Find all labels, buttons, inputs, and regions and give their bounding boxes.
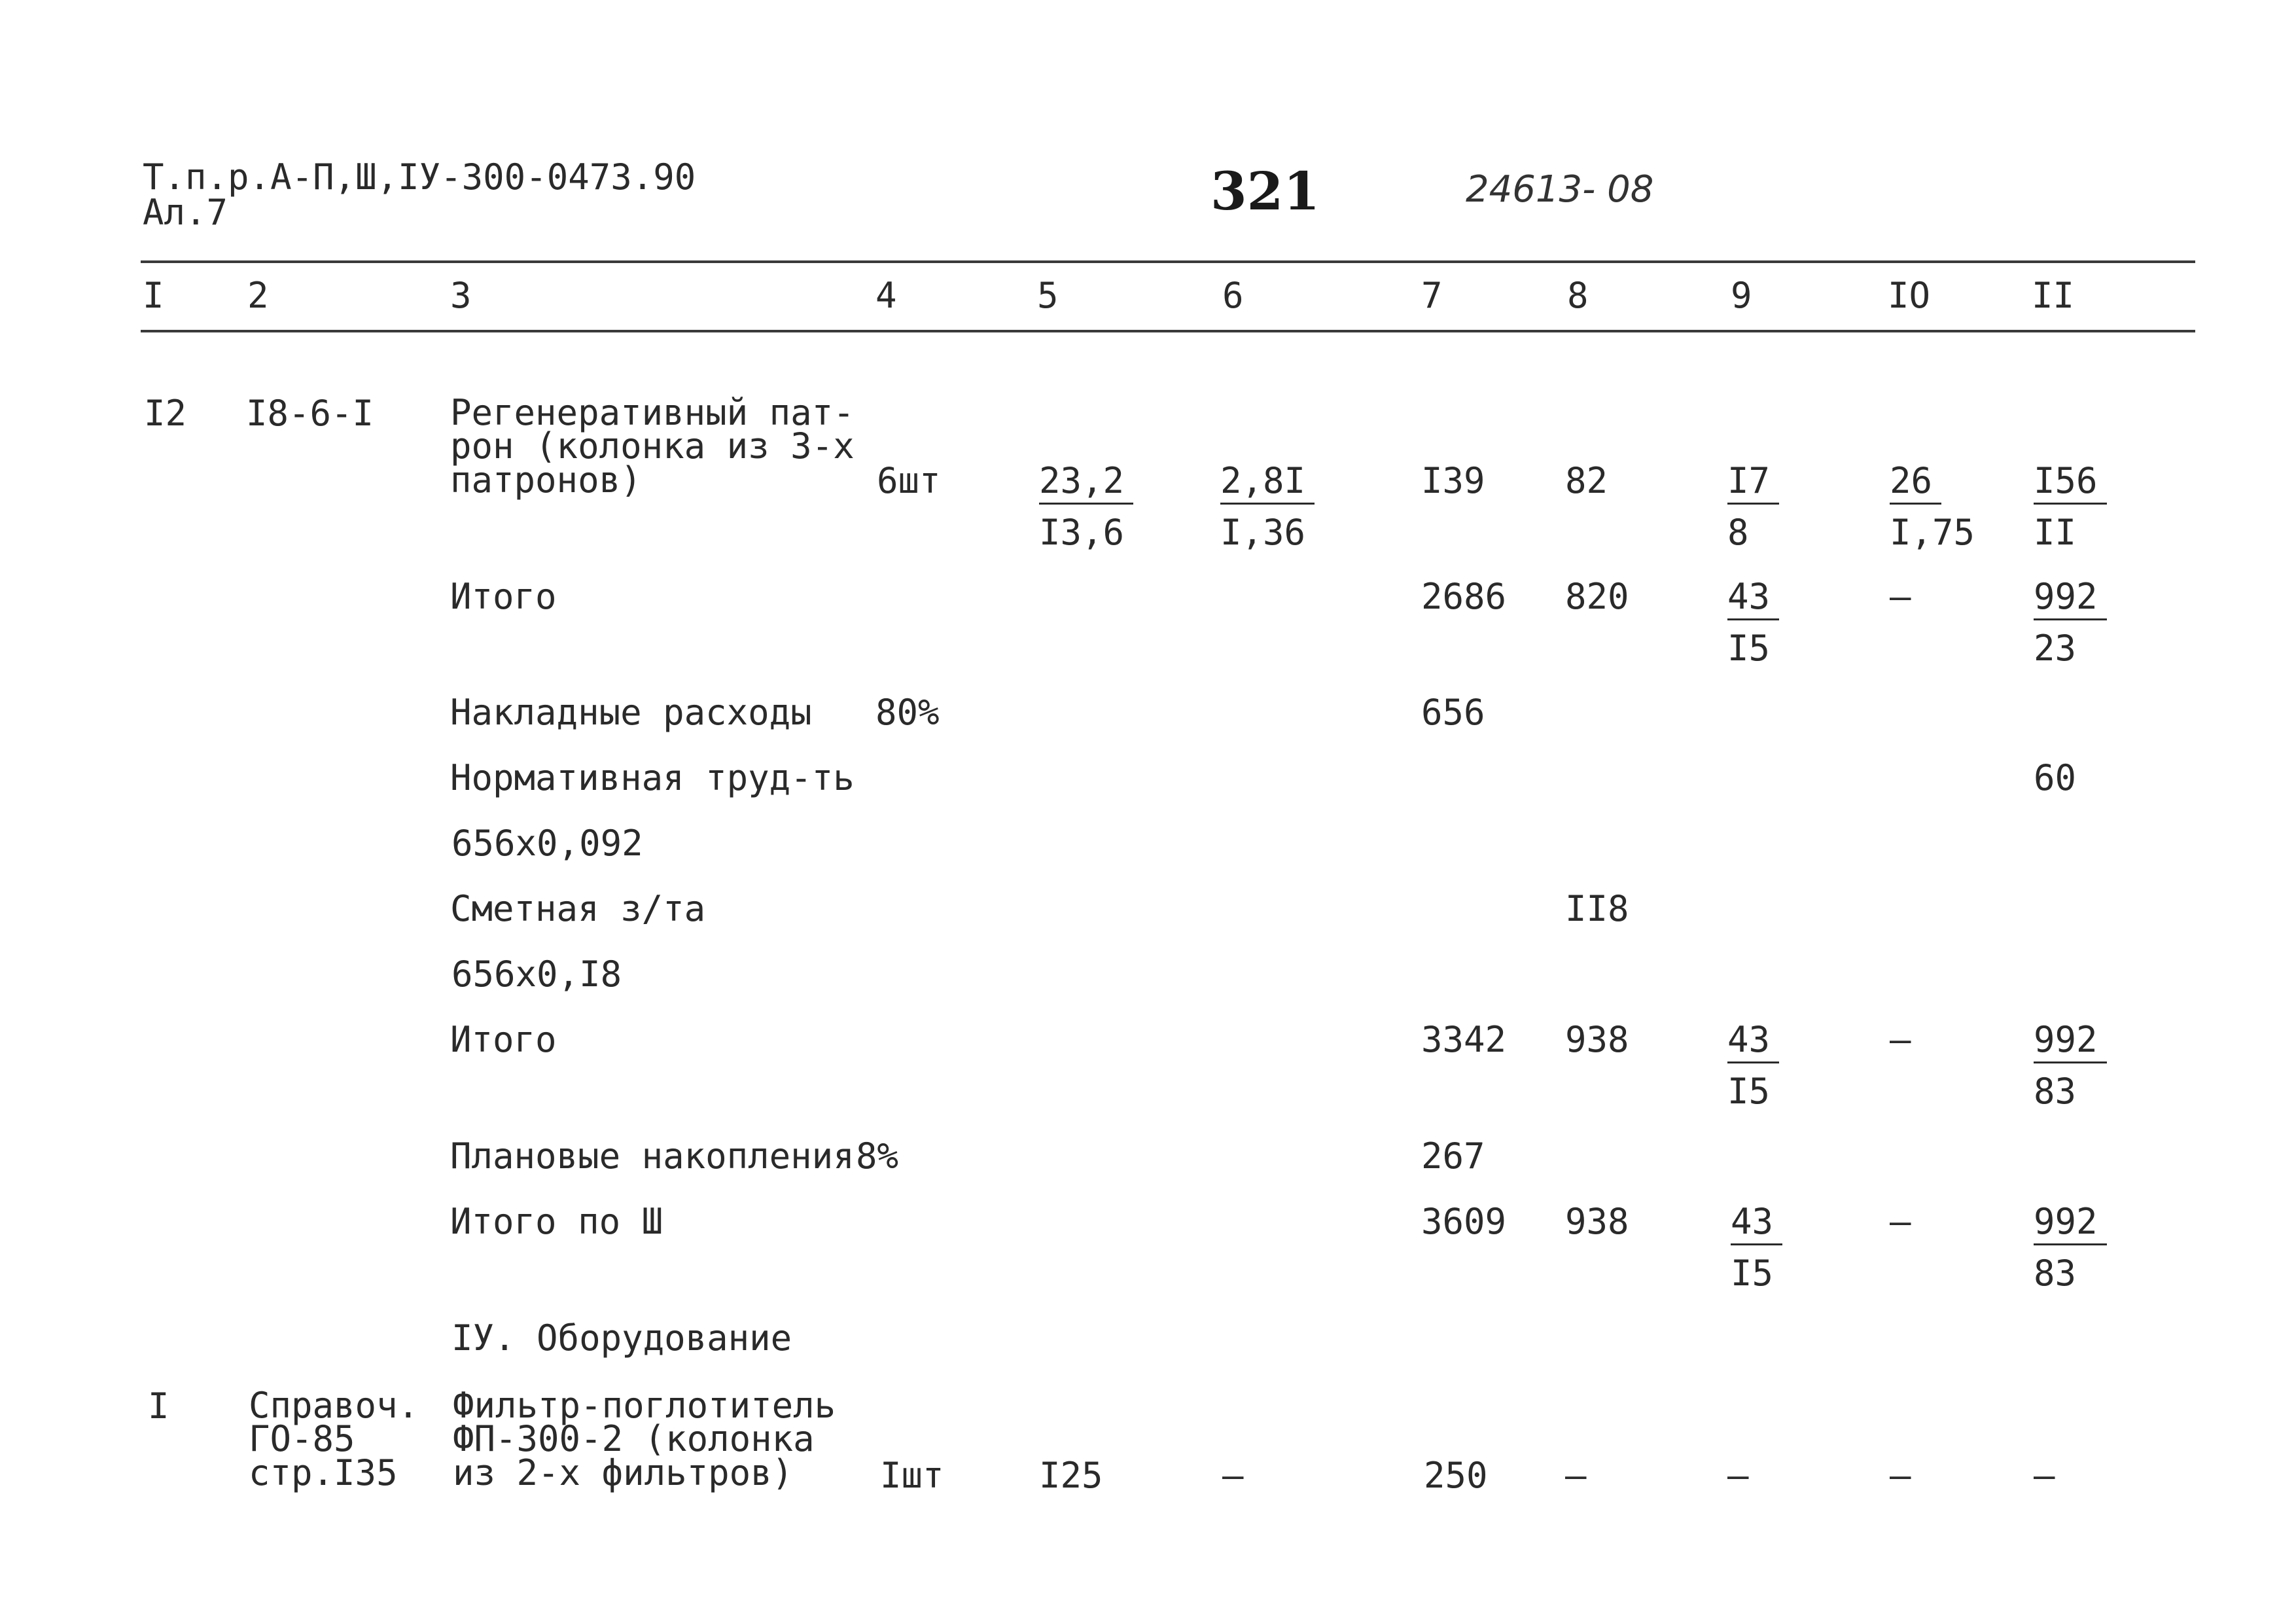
quantity: Iшт [880, 1455, 944, 1496]
col-5: 5 [1037, 275, 1059, 316]
cell-col8: 938 [1565, 1201, 1629, 1242]
row-label: Нормативная труд-ть [450, 757, 855, 798]
fraction-col11: $\frac{992}{83}$ [2034, 1022, 2107, 1109]
cell-col11: – [2034, 1455, 2055, 1496]
table-header-rule [141, 330, 2195, 332]
fraction-col10: $\frac{26}{I,75}$ [1890, 460, 1975, 553]
cell-col10: – [1890, 1455, 1911, 1496]
fraction-col6: $\frac{2,8I}{I,36}$ [1220, 463, 1315, 550]
cell-col10: – [1890, 1019, 1911, 1060]
calculation-text: 656x0,092 [451, 823, 643, 864]
col-4: 4 [875, 275, 897, 316]
col-11: II [2032, 275, 2075, 316]
cell-col7: 3342 [1421, 1019, 1507, 1060]
row-label: Итого по Ш [450, 1201, 663, 1242]
cell-col7: 3609 [1421, 1201, 1507, 1242]
col-3: 3 [450, 275, 472, 316]
percentage: 80% [875, 692, 940, 733]
item-name: Фильтр-поглотитель ФП-300-2 (колонка из 2-х фильтров) [453, 1385, 836, 1493]
calculation-text: 656x0,I8 [451, 954, 622, 995]
cell-col7: I39 [1421, 460, 1485, 501]
cell-col8: 938 [1565, 1019, 1629, 1060]
row-number: I2 [144, 393, 187, 434]
row-label: Плановые накопления [450, 1135, 855, 1177]
reference-code: Справоч. ГО-85 стр.I35 [249, 1385, 419, 1493]
sheet-label: Ал.7 [143, 192, 228, 233]
col-2: 2 [247, 275, 269, 316]
reference-code: I8-6-I [246, 393, 374, 434]
item-name: Регенеративный пат- рон (колонка из 3-х патронов) [450, 392, 855, 501]
cell-col7: 267 [1421, 1135, 1485, 1177]
section-title: IУ. Оборудование [451, 1317, 792, 1359]
fraction-col11: $\frac{I56}{II}$ [2034, 463, 2107, 550]
cell-col6: – [1222, 1455, 1244, 1496]
document-code: Т.п.р.А-П,Ш,IУ-300-0473.90 [143, 156, 696, 198]
cell-col8: – [1565, 1455, 1587, 1496]
fraction-col9: $\frac{43}{I5}$ [1727, 579, 1779, 666]
cell-col11: 60 [2034, 757, 2077, 798]
fraction-col11: $\frac{992}{23}$ [2034, 579, 2107, 666]
row-label: Итого [450, 576, 557, 617]
percentage: 8% [856, 1135, 899, 1177]
col-6: 6 [1222, 275, 1244, 316]
cell-col8: II8 [1565, 888, 1629, 929]
row-number: I [148, 1385, 169, 1427]
col-10: IO [1888, 275, 1931, 316]
page-number: 321 [1210, 160, 1320, 222]
cell-col10: – [1890, 576, 1911, 617]
fraction-col11: $\frac{992}{83}$ [2034, 1204, 2107, 1291]
row-label: Сметная з/та [450, 888, 706, 929]
cell-col9: – [1727, 1455, 1749, 1496]
cell-col7: 656 [1421, 692, 1485, 733]
row-label: Итого [450, 1019, 557, 1060]
row-label: Накладные расходы [450, 692, 812, 733]
col-9: 9 [1731, 275, 1752, 316]
fraction-col9: $\frac{43}{I5}$ [1731, 1204, 1782, 1291]
quantity: 6шт [877, 460, 941, 501]
cell-col8: 820 [1565, 576, 1629, 617]
cell-col5: I25 [1039, 1455, 1103, 1496]
fraction-col9: $\frac{43}{I5}$ [1727, 1022, 1779, 1109]
archive-number: 24613- 08 [1466, 168, 1654, 211]
col-8: 8 [1567, 275, 1589, 316]
col-7: 7 [1421, 275, 1443, 316]
col-1: I [143, 275, 164, 316]
fraction-col5: $\frac{23,2}{I3,6}$ [1039, 463, 1133, 550]
table-top-rule [141, 260, 2195, 263]
cell-col7: 250 [1424, 1455, 1488, 1496]
cell-col10: – [1890, 1201, 1911, 1242]
fraction-col9: $\frac{I7}{8}$ [1727, 463, 1779, 550]
cell-col8: 82 [1565, 460, 1608, 501]
cell-col7: 2686 [1421, 576, 1507, 617]
